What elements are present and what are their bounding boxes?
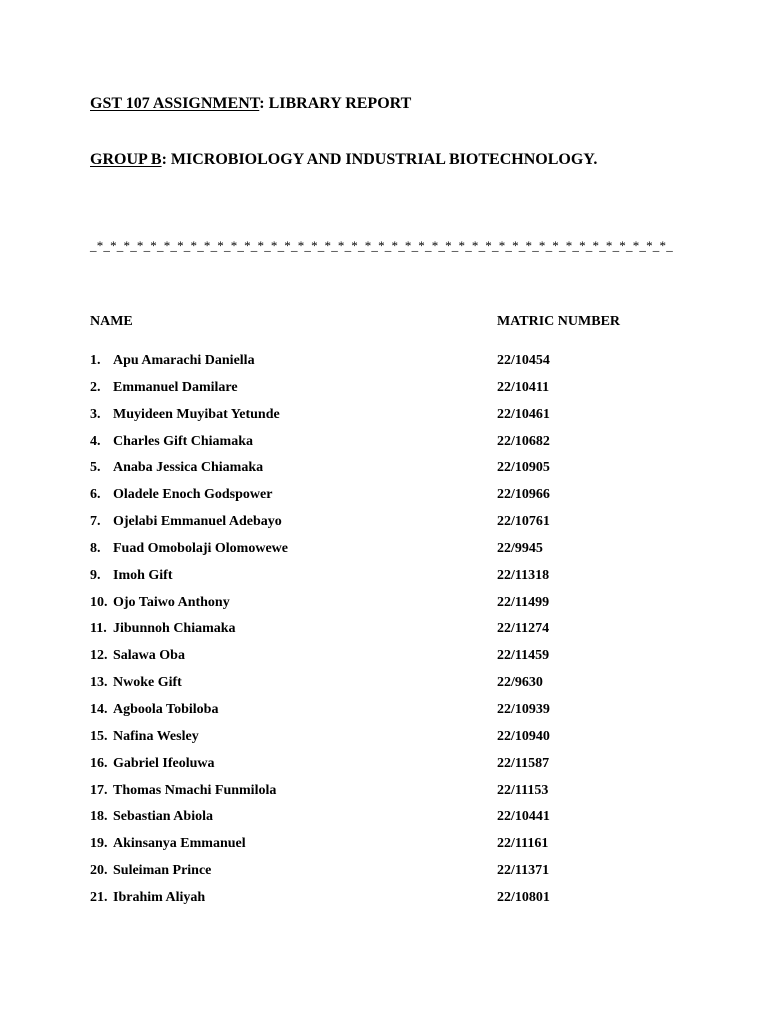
list-item-number: 4. [90,433,101,449]
student-name: Oladele Enoch Godspower [113,487,273,503]
matric-number: 22/10454 [497,353,550,368]
matric-number: 22/10682 [497,433,550,449]
list-item [90,513,690,540]
list-item [90,540,690,567]
list-item-number: 19. [90,836,108,852]
group-underlined-text: GROUP B [90,151,162,168]
title-underlined-text: GST 107 ASSIGNMENT [90,95,260,112]
group-rest-text: : MICROBIOLOGY AND INDUSTRIAL BIOTECHNOLOGY. [161,151,598,168]
student-name: Salawa Oba [113,648,185,664]
student-name: Ojo Taiwo Anthony [113,594,230,610]
student-name: Ojelabi Emmanuel Adebayo [113,514,282,530]
decorative-separator: _*_*_*_*_*_*_*_*_*_*_*_*_*_*_*_*_*_*_*_*_*_*_*_*_*_*_*_*_*_*_*_*_*_*_*_*_*_*_*_*_*_*_*_ [90,238,673,253]
matric-number: 22/10441 [497,809,550,825]
list-item [90,674,690,701]
student-name: Nwoke Gift [113,675,182,691]
list-item [90,352,690,379]
page-title [90,94,411,114]
matric-number: 22/11371 [497,863,550,879]
student-name: Apu Amarachi Daniella [113,353,255,368]
list-item [90,808,690,835]
student-name: Charles Gift Chiamaka [113,433,253,449]
student-name: Akinsanya Emmanuel [113,836,246,852]
list-item [90,459,690,486]
matric-column-header: MATRIC NUMBER [497,314,621,329]
student-name: Muyideen Muyibat Yetunde [113,406,280,422]
list-item-number: 18. [90,809,108,825]
list-item-number: 15. [90,728,108,744]
name-column-header: NAME [90,314,133,329]
list-item [90,620,690,647]
list-item-number: 2. [90,379,101,395]
list-item-number: 7. [90,514,101,530]
student-list [90,352,690,916]
matric-number: 22/11161 [497,836,549,852]
list-item [90,433,690,460]
student-name: Imoh Gift [113,567,173,583]
matric-number: 22/11274 [497,621,550,637]
list-item [90,862,690,889]
list-item-number: 20. [90,863,108,879]
matric-number: 22/10761 [497,514,550,530]
matric-number: 22/10940 [497,728,550,744]
list-item [90,701,690,728]
matric-number: 22/10939 [497,701,550,717]
student-name: Agboola Tobiloba [113,701,219,717]
list-item-number: 3. [90,406,101,422]
list-item-number: 1. [90,353,101,368]
list-item [90,835,690,862]
title-rest-text: : LIBRARY REPORT [259,95,412,112]
list-item [90,379,690,406]
student-name: Suleiman Prince [113,863,212,879]
matric-number: 22/11153 [497,782,549,798]
student-name: Ibrahim Aliyah [113,889,206,905]
matric-number: 22/10966 [497,487,550,503]
matric-number: 22/9945 [497,540,543,556]
list-item [90,647,690,674]
list-item-number: 11. [90,621,107,637]
list-item-number: 13. [90,675,108,691]
matric-number: 22/11459 [497,648,550,664]
list-item-number: 16. [90,755,108,771]
student-name: Sebastian Abiola [113,809,213,825]
group-heading [90,150,597,170]
list-item-number: 10. [90,594,108,610]
list-item-number: 12. [90,648,108,664]
matric-number: 22/10801 [497,889,550,905]
list-item [90,594,690,621]
list-item-number: 14. [90,701,108,717]
list-item-number: 21. [90,889,108,905]
list-item [90,486,690,513]
list-item [90,755,690,782]
matric-number: 22/11587 [497,755,550,771]
matric-number: 22/11318 [497,567,550,583]
list-item [90,406,690,433]
list-item [90,782,690,809]
student-name: Thomas Nmachi Funmilola [113,782,277,798]
list-item-number: 9. [90,567,101,583]
matric-number: 22/11499 [497,594,550,610]
student-name: Jibunnoh Chiamaka [113,621,236,637]
list-item-number: 17. [90,782,108,798]
student-name: Gabriel Ifeoluwa [113,755,215,771]
list-item-number: 6. [90,487,101,503]
matric-number: 22/10461 [497,406,550,422]
student-name: Nafina Wesley [113,728,199,744]
student-name: Fuad Omobolaji Olomowewe [113,540,288,556]
list-item [90,889,690,916]
student-name: Anaba Jessica Chiamaka [113,460,264,476]
list-item-number: 8. [90,540,101,556]
matric-number: 22/9630 [497,675,543,691]
list-item [90,728,690,755]
matric-number: 22/10411 [497,379,550,395]
list-item-number: 5. [90,460,101,476]
student-name: Emmanuel Damilare [113,379,238,395]
matric-number: 22/10905 [497,460,550,476]
list-item [90,567,690,594]
